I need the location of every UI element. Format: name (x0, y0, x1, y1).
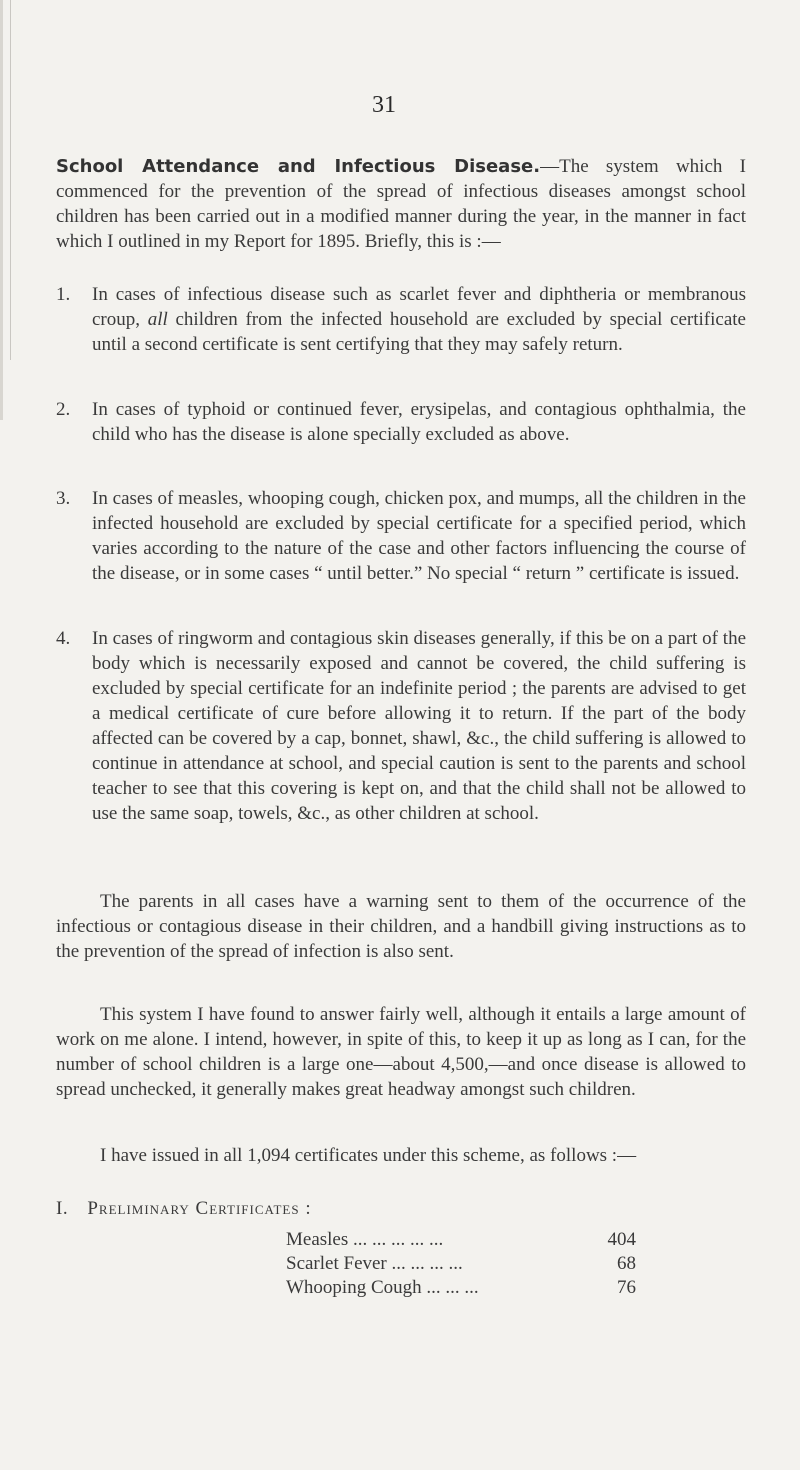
list-item-text: In cases of ringworm and contagious skin diseases generally, if this be on a part of the body which is necessarily exposed and cannot be covered, the child suffering is excluded by special certificate for an indefinite period ; the parents are advised to get a medical certificate of cure before allowing it to return. If the part of the body affected can be covered by a cap, bonnet, shawl, &c., the child suffering is allowed to continue in attendance at school, and special caution is sent to the parents and school teacher to see that this covering is kept on, and that the child shall not be allowed to use the same soap, towels, &c., as other children at school. (92, 628, 746, 824)
issued-paragraph: I have issued in all 1,094 certificates under this scheme, as follows :— (100, 1145, 637, 1166)
system-paragraph: This system I have found to answer fairly well, although it entails a large amount of work on me alone. I intend, however, in spite of this, to keep it up as long as I can, for the number of school children is a large one—about 4,500,—and once disease is allowed to spread unchecked, it generally makes great headway amongst such children. (56, 1004, 746, 1100)
section-heading: School Attendance and Infectious Disease. (56, 156, 541, 177)
list-item-text (92, 282, 746, 357)
certificates-table (286, 1228, 636, 1300)
row-label: Whooping Cough ... ... ... (286, 1277, 479, 1298)
table-row (286, 1276, 636, 1300)
row-label: Measles ... ... ... ... ... (286, 1229, 444, 1250)
intro-text: —The system which I commenced for the prevention of the spread of infectious diseases amongst school children has been carried out in a modified manner during the year, in the manner in fact which I outlined in my Report for 1895. Briefly, this is :— (56, 156, 747, 252)
parents-paragraph: The parents in all cases have a warning sent to them of the occurrence of the infectious or contagious disease in their children, and a handbill giving instructions as to the prevention of the spread of infection is also sent. (56, 891, 746, 962)
list-item-text-part: children from the infected household are excluded by special certificate until a second certificate is sent certifying that they may safely return. (92, 309, 746, 355)
list-item-text-part: In cases of infectious disease such as scarlet fever and diphtheria or membranous croup, (92, 284, 746, 330)
table-row (286, 1228, 636, 1252)
list-item-text: In cases of typhoid or continued fever, erysipelas, and contagious ophthalmia, the child who has the disease is alone specially excluded as above. (92, 399, 746, 445)
list-item-number: 3. (56, 488, 71, 509)
list-item (56, 282, 746, 357)
row-label: Scarlet Fever ... ... ... ... (286, 1253, 463, 1274)
list-item-number: 2. (56, 399, 71, 420)
emphasis-text: all (147, 309, 168, 330)
list-item (56, 486, 746, 586)
list-item-number: 4. (56, 628, 71, 649)
scan-margin-line (10, 0, 11, 360)
row-value: 404 (607, 1229, 636, 1250)
scan-margin-shadow (0, 0, 3, 420)
list-item (56, 626, 746, 826)
list-item-text: In cases of measles, whooping cough, chicken pox, and mumps, all the children in the infected household are excluded by special certificate for a specified period, which varies according to the nature of the case and other factors influencing the course of the disease, or in some cases “ until better.” No special “ return ” certificate is issued. (92, 488, 746, 584)
section-number: I. (56, 1198, 69, 1219)
section-title-text: Preliminary Certificates : (87, 1198, 312, 1219)
list-item (56, 397, 746, 447)
row-value: 68 (617, 1253, 636, 1274)
intro-paragraph (56, 154, 746, 254)
page-number: 31 (372, 92, 396, 118)
section-title (56, 1198, 312, 1220)
list-item-number: 1. (56, 284, 71, 305)
row-value: 76 (617, 1277, 636, 1298)
table-row (286, 1252, 636, 1276)
